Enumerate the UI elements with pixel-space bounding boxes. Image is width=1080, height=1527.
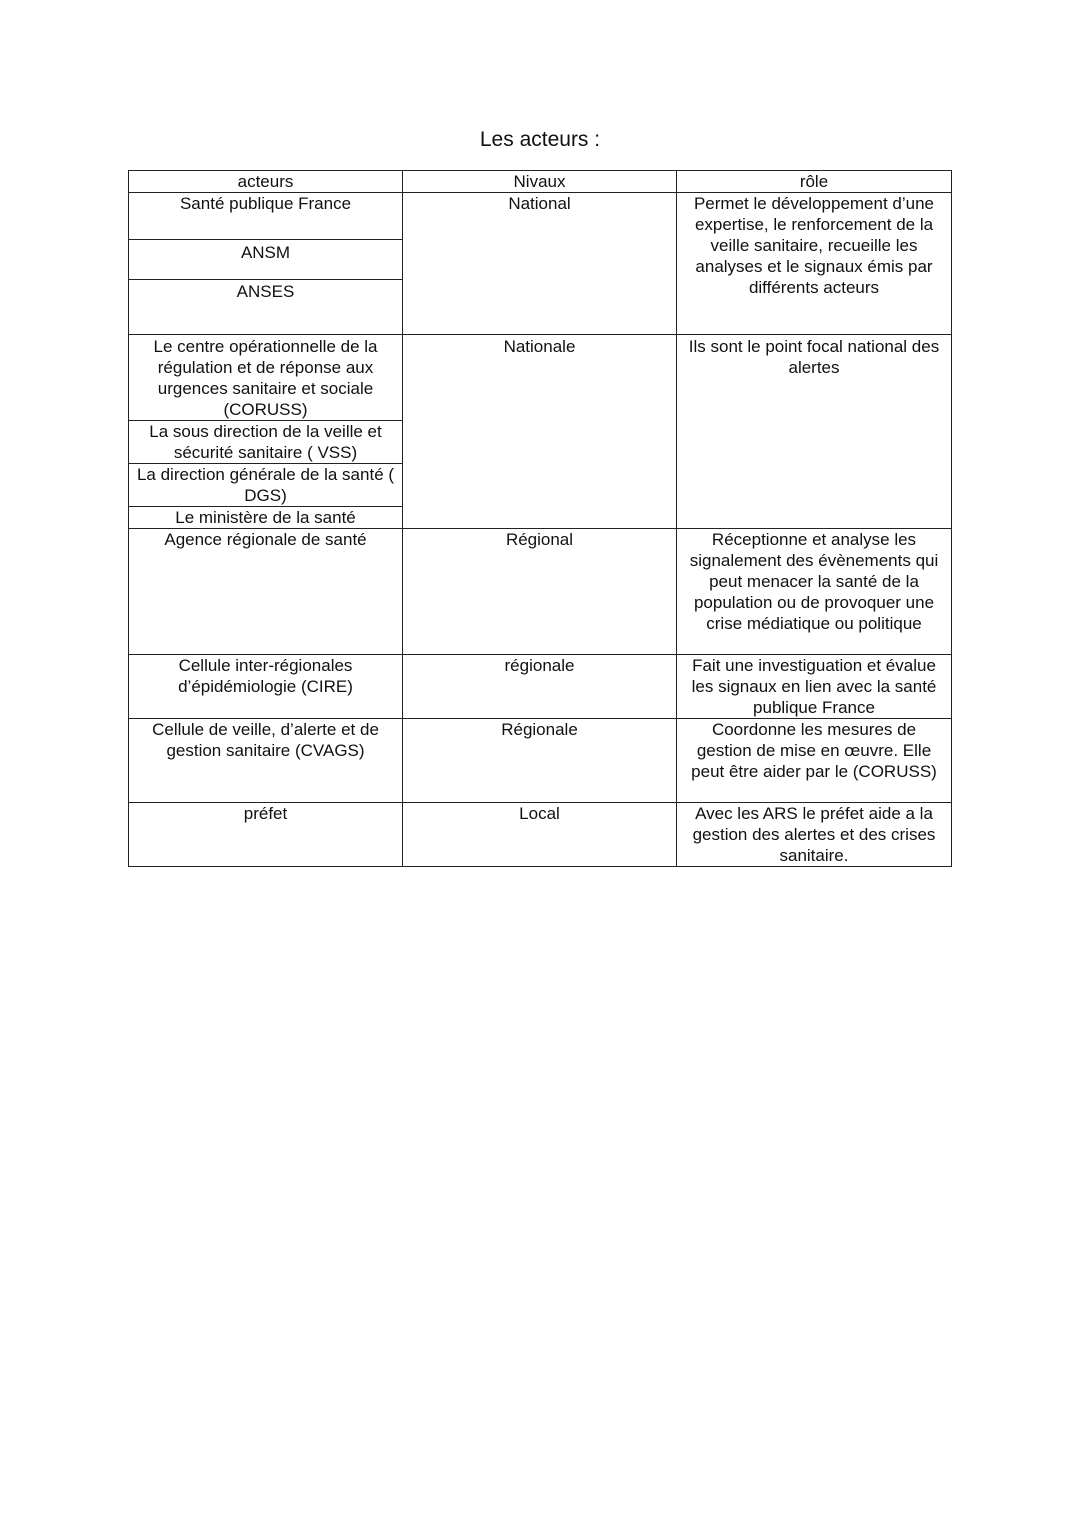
- table-row: [129, 803, 952, 867]
- level-cell: régionale: [403, 655, 677, 719]
- actor-cell: ANSES: [129, 280, 403, 335]
- actor-cell: Le centre opérationnelle de la régulation et de réponse aux urgences sanitaire et sociale (CORUSS): [129, 335, 403, 421]
- table-row: [129, 529, 952, 655]
- actors-table: [128, 170, 952, 867]
- header-actors: acteurs: [129, 171, 403, 193]
- level-cell: National: [403, 193, 677, 335]
- table-row: [129, 655, 952, 719]
- table-row: [129, 193, 952, 240]
- actor-cell: Agence régionale de santé: [129, 529, 403, 655]
- role-cell: Réceptionne et analyse les signalement des évènements qui peut menacer la santé de la population ou de provoquer une crise médiatique ou politique: [677, 529, 952, 655]
- table-row: [129, 335, 952, 421]
- header-role: rôle: [677, 171, 952, 193]
- role-cell: Permet le développement d’une expertise, le renforcement de la veille sanitaire, recueille les analyses et le signaux émis par différents acteurs: [677, 193, 952, 335]
- role-cell: Ils sont le point focal national des alertes: [677, 335, 952, 529]
- table-row: [129, 719, 952, 803]
- actor-cell: ANSM: [129, 240, 403, 280]
- header-levels: Nivaux: [403, 171, 677, 193]
- actor-cell: Santé publique France: [129, 193, 403, 240]
- page-title: Les acteurs :: [479, 128, 601, 151]
- role-cell: Avec les ARS le préfet aide a la gestion des alertes et des crises sanitaire.: [677, 803, 952, 867]
- actor-cell: Le ministère de la santé: [129, 507, 403, 529]
- actor-cell: Cellule inter-régionales d’épidémiologie (CIRE): [129, 655, 403, 719]
- table-header-row: [129, 171, 952, 193]
- level-cell: Régionale: [403, 719, 677, 803]
- level-cell: Nationale: [403, 335, 677, 529]
- actor-cell: La sous direction de la veille et sécurité sanitaire ( VSS): [129, 421, 403, 464]
- actor-cell: Cellule de veille, d’alerte et de gestion sanitaire (CVAGS): [129, 719, 403, 803]
- actor-cell: La direction générale de la santé ( DGS): [129, 464, 403, 507]
- level-cell: Régional: [403, 529, 677, 655]
- role-cell: Coordonne les mesures de gestion de mise en œuvre. Elle peut être aider par le (CORUSS): [677, 719, 952, 803]
- level-cell: Local: [403, 803, 677, 867]
- actor-cell: préfet: [129, 803, 403, 867]
- role-cell: Fait une investiguation et évalue les signaux en lien avec la santé publique France: [677, 655, 952, 719]
